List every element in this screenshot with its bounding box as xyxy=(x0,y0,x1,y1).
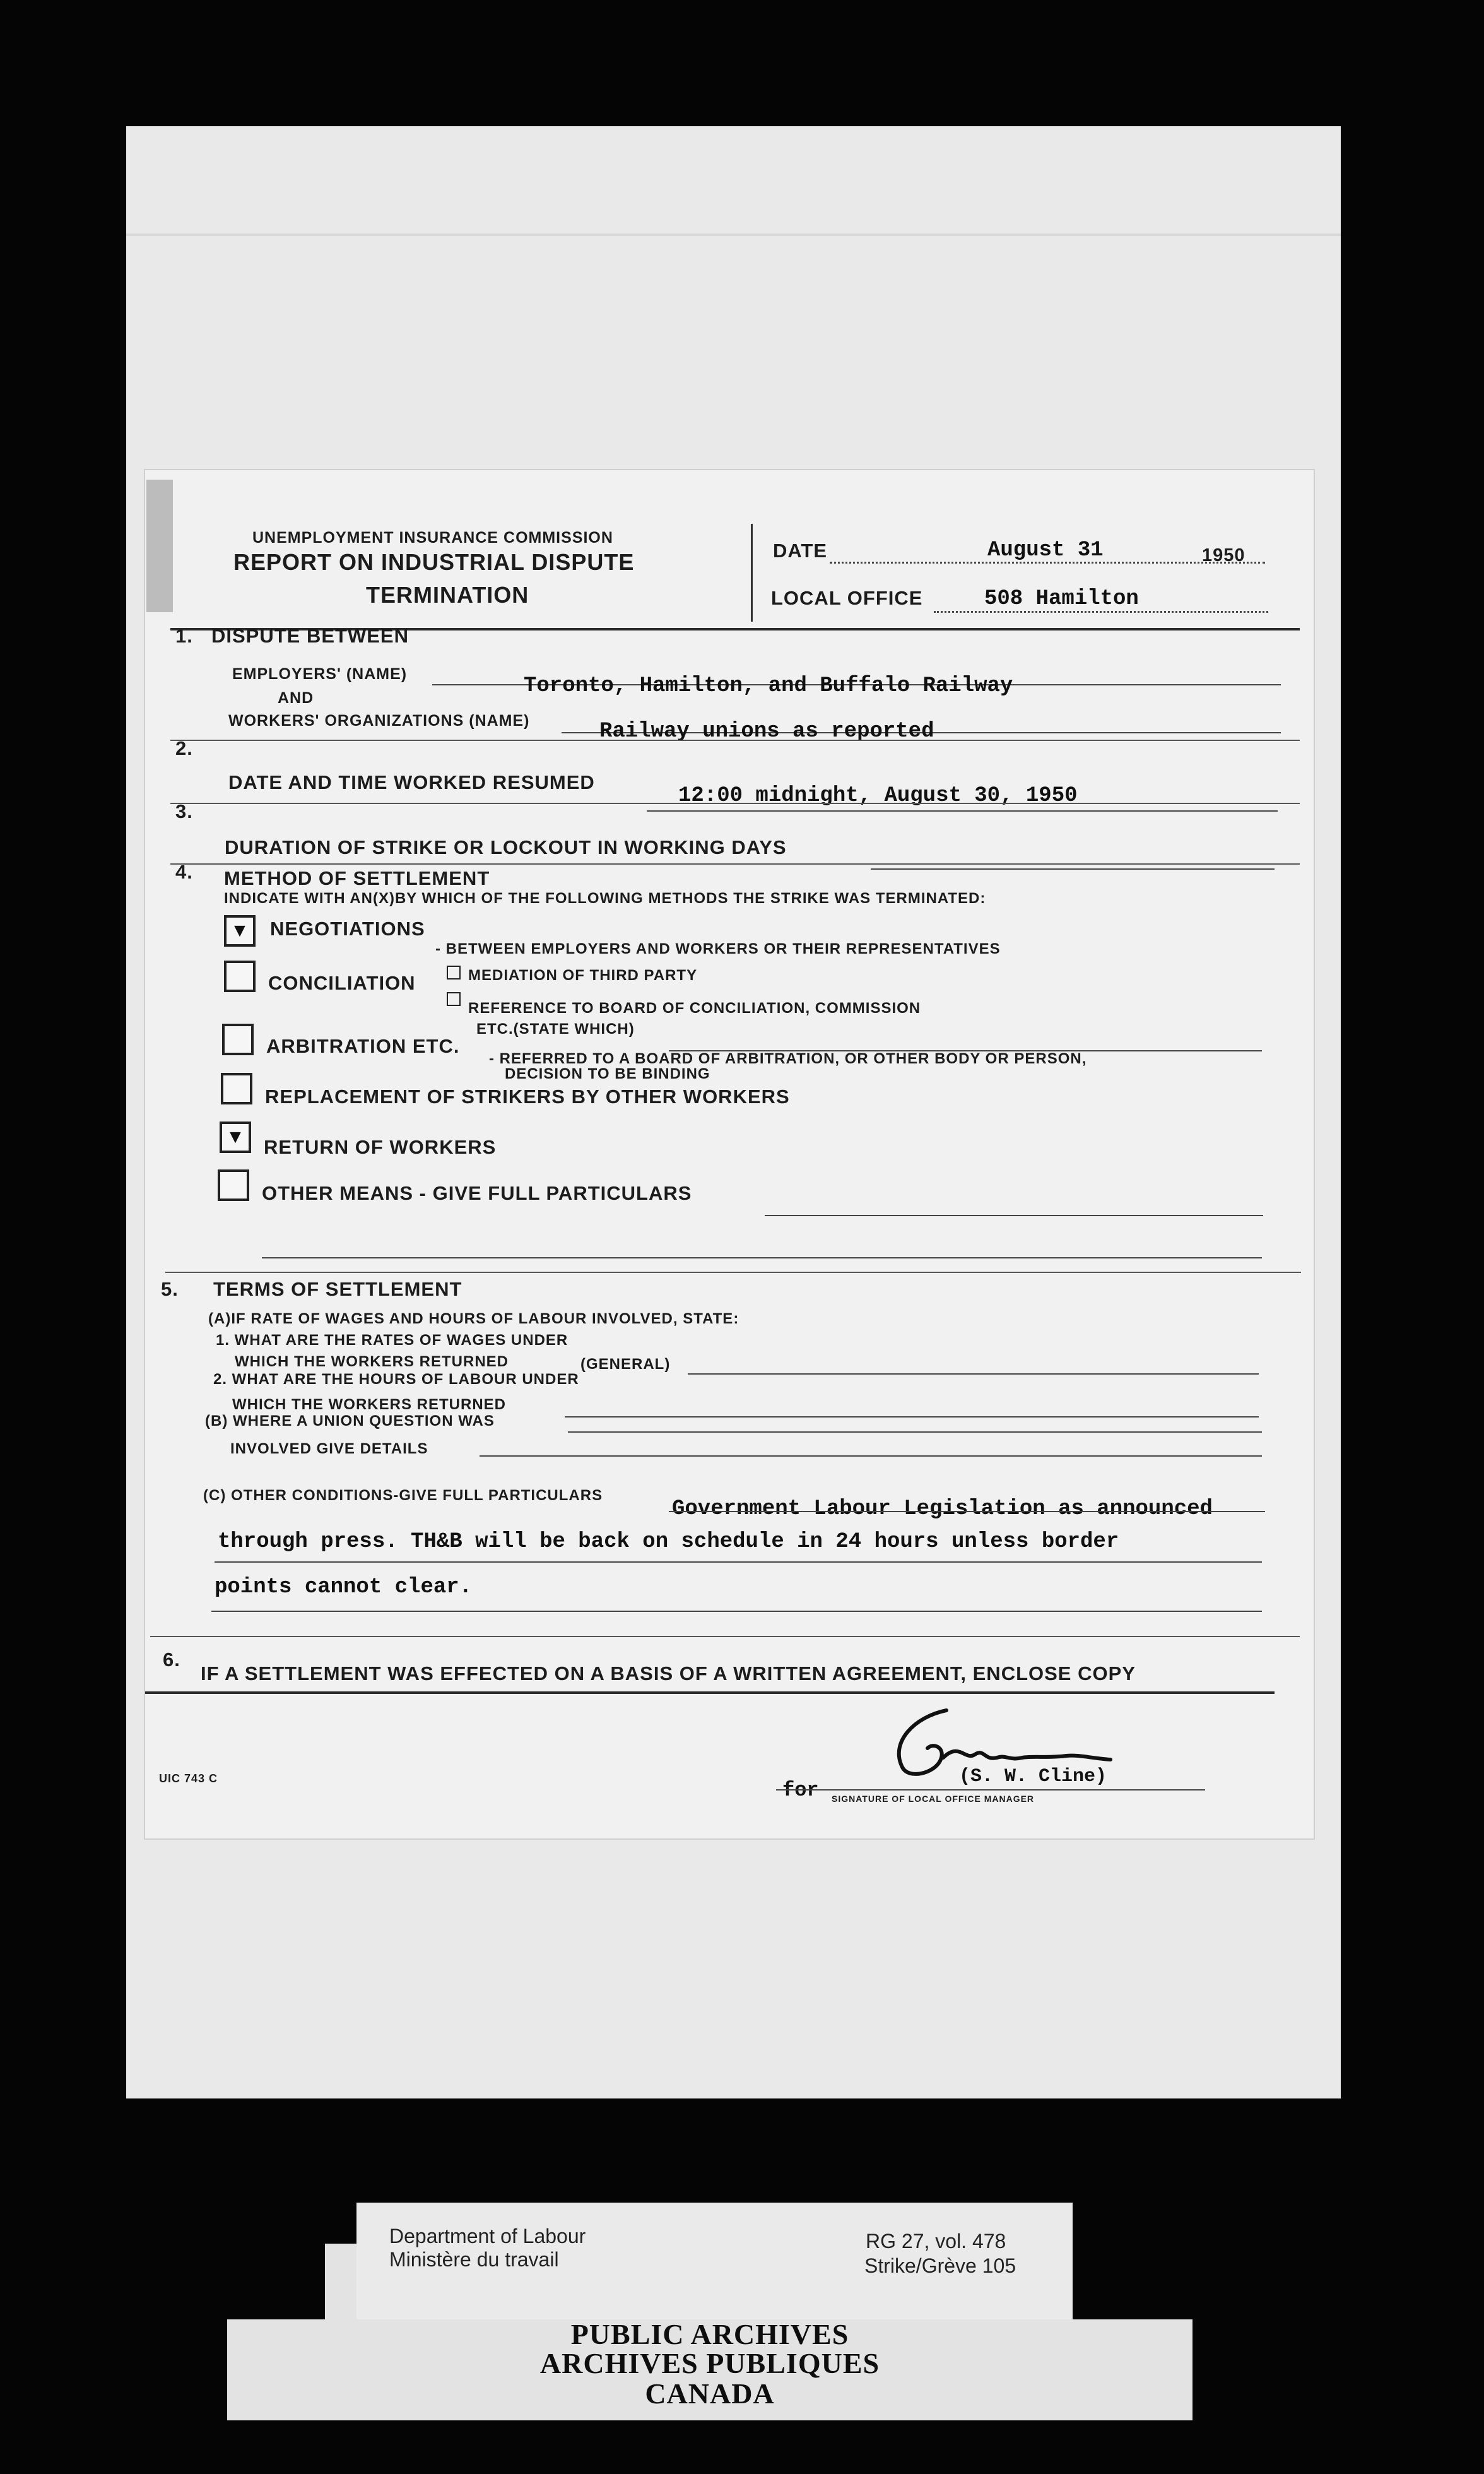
archive-card-notch-right xyxy=(1073,2244,1192,2319)
resumed-label: DATE AND TIME WORKED RESUMED xyxy=(228,771,595,793)
and-label: AND xyxy=(278,689,314,707)
method-instruction: INDICATE WITH AN(X)BY WHICH OF THE FOLLOWING METHODS THE STRIKE WAS TERMINATED: xyxy=(224,890,986,907)
year-value: 1950 xyxy=(1202,545,1246,565)
section1-separator xyxy=(170,740,1300,741)
arbitration-detail-2: DECISION TO BE BINDING xyxy=(505,1065,710,1082)
date-value: August 31 xyxy=(987,538,1104,562)
strike-number: Strike/Grève 105 xyxy=(864,2254,1016,2277)
mediation-label: MEDIATION OF THIRD PARTY xyxy=(468,967,698,984)
form-subtitle: TERMINATION xyxy=(366,582,529,608)
stamp-canada: CANADA xyxy=(645,2377,775,2410)
signer-typed-name: (S. W. Cline) xyxy=(959,1766,1107,1787)
arbitration-detail: - REFERRED TO A BOARD OF ARBITRATION, OR OTHER BODY OR PERSON, xyxy=(489,1050,1087,1067)
form-binding-strip xyxy=(146,480,173,612)
workers-org-value: Railway unions as reported xyxy=(599,719,934,743)
section4-number: 4. xyxy=(175,861,193,883)
mediation-checkbox[interactable] xyxy=(447,966,461,980)
for-label: for xyxy=(782,1779,819,1802)
terms-a2-label-2: WHICH THE WORKERS RETURNED xyxy=(232,1396,506,1413)
hours-line xyxy=(565,1416,1259,1418)
terms-a1-label-2: WHICH THE WORKERS RETURNED xyxy=(235,1353,509,1370)
conciliation-label: CONCILIATION xyxy=(268,972,416,994)
record-group: RG 27, vol. 478 xyxy=(866,2230,1006,2252)
section6-separator xyxy=(145,1691,1275,1694)
form-title: REPORT ON INDUSTRIAL DISPUTE xyxy=(233,549,635,575)
return-of-workers-checkbox[interactable]: ▼ xyxy=(220,1122,251,1153)
archive-card-notch-left xyxy=(227,2244,325,2319)
other-conditions-line-2: through press. TH&B will be back on schedule in 24 hours unless border xyxy=(218,1530,1119,1554)
other-conditions-line-1: Government Labour Legislation as announced xyxy=(672,1497,1213,1521)
general-label: (GENERAL) xyxy=(580,1356,671,1373)
method-heading: METHOD OF SETTLEMENT xyxy=(224,867,490,889)
commission-name: UNEMPLOYMENT INSURANCE COMMISSION xyxy=(252,529,613,547)
stamp-archives-publiques: ARCHIVES PUBLIQUES xyxy=(539,2347,880,2379)
workers-org-label: WORKERS' ORGANIZATIONS (NAME) xyxy=(228,712,530,730)
resumed-value: 12:00 midnight, August 30, 1950 xyxy=(678,784,1078,808)
section3-separator xyxy=(170,863,1300,865)
form-number: UIC 743 C xyxy=(159,1772,218,1785)
union-line xyxy=(568,1431,1262,1433)
reference-checkbox[interactable] xyxy=(447,992,461,1006)
section6-number: 6. xyxy=(163,1648,180,1671)
page-fold-line xyxy=(126,234,1341,236)
date-label: DATE xyxy=(773,540,828,562)
wages-line xyxy=(688,1373,1259,1375)
other-means-line xyxy=(765,1215,1263,1216)
terms-c-label: (C) OTHER CONDITIONS-GIVE FULL PARTICULARS xyxy=(203,1487,603,1504)
section5-number: 5. xyxy=(161,1278,179,1300)
terms-a2-label: 2. WHAT ARE THE HOURS OF LABOUR UNDER xyxy=(213,1371,579,1388)
employers-value: Toronto, Hamilton, and Buffalo Railway xyxy=(524,674,1013,698)
other-conditions-rule-2 xyxy=(215,1561,1262,1563)
negotiations-detail: - BETWEEN EMPLOYERS AND WORKERS OR THEIR REPRESENTATIVES xyxy=(435,940,1001,957)
section4-separator xyxy=(165,1272,1301,1273)
header-divider xyxy=(751,524,753,622)
return-of-workers-label: RETURN OF WORKERS xyxy=(264,1136,497,1158)
other-means-line-2 xyxy=(262,1257,1262,1258)
reference-label: REFERENCE TO BOARD OF CONCILIATION, COMMISSION xyxy=(468,1000,921,1017)
terms-heading: TERMS OF SETTLEMENT xyxy=(213,1278,462,1300)
other-conditions-rule-1 xyxy=(669,1511,1265,1512)
terms-b-label-2: INVOLVED GIVE DETAILS xyxy=(230,1440,428,1457)
other-means-checkbox[interactable] xyxy=(218,1169,249,1201)
department-fr: Ministère du travail xyxy=(389,2248,559,2271)
arbitration-checkbox[interactable] xyxy=(222,1024,254,1055)
duration-line xyxy=(871,868,1275,870)
other-conditions-rule-3 xyxy=(211,1611,1262,1612)
duration-label: DURATION OF STRIKE OR LOCKOUT IN WORKING DAYS xyxy=(225,836,787,858)
signature-line xyxy=(776,1789,1205,1790)
negotiations-checkbox[interactable]: ▼ xyxy=(224,915,256,947)
replacement-checkbox[interactable] xyxy=(221,1073,252,1104)
section3-number: 3. xyxy=(175,800,193,822)
department-en: Department of Labour xyxy=(389,2225,586,2247)
signature-caption: SIGNATURE OF LOCAL OFFICE MANAGER xyxy=(832,1794,1035,1804)
union-details-line xyxy=(480,1455,1262,1457)
local-office-line xyxy=(934,611,1268,613)
section1-number: 1. xyxy=(175,625,193,647)
terms-a-label: (A)IF RATE OF WAGES AND HOURS OF LABOUR INVOLVED, STATE: xyxy=(208,1310,739,1327)
written-agreement-label: IF A SETTLEMENT WAS EFFECTED ON A BASIS OF A WRITTEN AGREEMENT, ENCLOSE COPY xyxy=(201,1662,1136,1684)
conciliation-checkbox[interactable] xyxy=(224,961,256,992)
other-conditions-line-3: points cannot clear. xyxy=(215,1575,473,1599)
negotiations-label: NEGOTIATIONS xyxy=(270,918,425,940)
terms-b-label: (B) WHERE A UNION QUESTION WAS xyxy=(205,1412,495,1429)
local-office-label: LOCAL OFFICE xyxy=(771,587,923,609)
stamp-public-archives: PUBLIC ARCHIVES xyxy=(570,2318,849,2350)
section5-separator xyxy=(150,1636,1300,1637)
arbitration-label: ARBITRATION ETC. xyxy=(266,1035,460,1057)
state-which-label: ETC.(STATE WHICH) xyxy=(476,1021,635,1038)
section1-heading: DISPUTE BETWEEN xyxy=(211,625,409,647)
replacement-label: REPLACEMENT OF STRIKERS BY OTHER WORKERS xyxy=(265,1086,790,1108)
terms-a1-label: 1. WHAT ARE THE RATES OF WAGES UNDER xyxy=(216,1332,568,1349)
section2-number: 2. xyxy=(175,737,193,759)
employers-label: EMPLOYERS' (NAME) xyxy=(232,665,408,683)
section2-separator xyxy=(170,803,1300,804)
local-office-value: 508 Hamilton xyxy=(984,587,1139,611)
resumed-line xyxy=(647,810,1278,812)
other-means-label: OTHER MEANS - GIVE FULL PARTICULARS xyxy=(262,1182,692,1204)
